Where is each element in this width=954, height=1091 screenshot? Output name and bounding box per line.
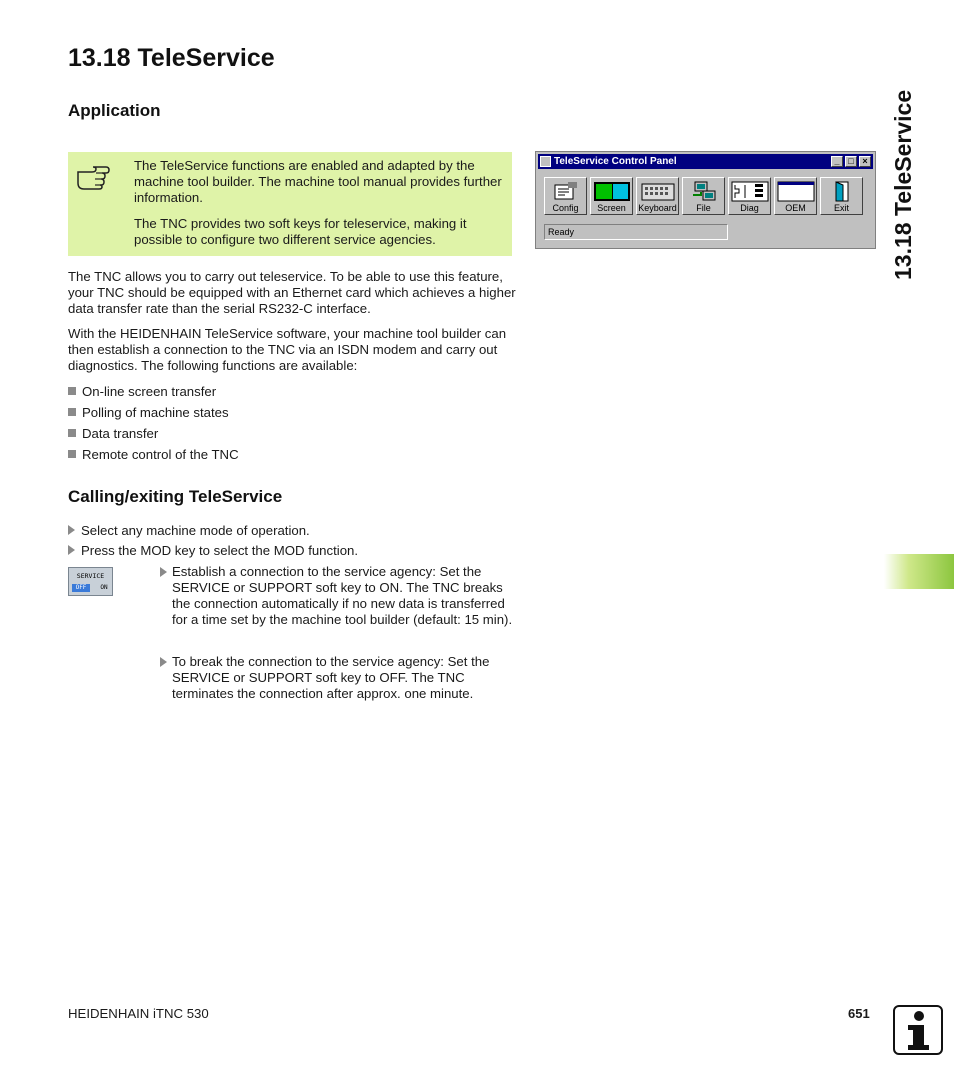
exit-button[interactable]: Exit (820, 177, 863, 215)
list-item: Polling of machine states (68, 405, 229, 421)
info-glyph-icon (895, 1007, 941, 1053)
step-item: Select any machine mode of operation. (68, 523, 310, 539)
oem-button[interactable]: OEM (774, 177, 817, 215)
list-item: Remote control of the TNC (68, 447, 239, 463)
bullet-square-icon (68, 450, 76, 458)
arrow-right-icon (68, 525, 75, 535)
arrow-right-icon (160, 567, 167, 577)
bullet-square-icon (68, 429, 76, 437)
paragraph-2: With the HEIDENHAIN TeleService software, your machine tool builder can then establish a connection to the TNC via an ISDN modem and carry out diagnostics. The following functions are available: (68, 326, 507, 373)
step-item: Press the MOD key to select the MOD function. (68, 543, 358, 559)
maximize-icon[interactable]: □ (845, 156, 857, 167)
paragraph-1: The TNC allows you to carry out teleservice. To be able to use this feature, your TNC should be equipped with an Ethernet card which achieves a higher data transfer rate than the serial RS232-C interface. (68, 269, 516, 316)
page-title: 13.18 TeleService (68, 44, 275, 72)
bullet-square-icon (68, 408, 76, 416)
config-icon (553, 181, 579, 202)
application-heading: Application (68, 101, 161, 120)
screen-icon (593, 181, 631, 202)
arrow-right-icon (160, 657, 167, 667)
side-title-text: 13.18 TeleService (890, 89, 916, 280)
arrow-right-icon (68, 545, 75, 555)
window-title: TeleService Control Panel (554, 156, 677, 167)
exit-door-icon (829, 181, 855, 202)
side-title (890, 50, 930, 280)
diag-icon (731, 181, 769, 202)
bullet-square-icon (68, 387, 76, 395)
service-softkey[interactable]: SERVICE OFF ON (68, 567, 113, 596)
page-number: 651 (848, 1006, 870, 1021)
minimize-icon[interactable]: _ (831, 156, 843, 167)
calling-heading: Calling/exiting TeleService (68, 487, 283, 506)
keyboard-button[interactable]: Keyboard (636, 177, 679, 215)
oem-icon (777, 181, 815, 202)
step-item: Establish a connection to the service agency: Set the SERVICE or SUPPORT soft key to ON. The TNC breaks the connection automatically if no new data is transferred for a time set by the machine tool builder (default: 15 min). (172, 564, 518, 628)
screen-button[interactable]: Screen (590, 177, 633, 215)
window-titlebar (538, 154, 873, 169)
pointing-hand-icon (76, 162, 110, 190)
chapter-tab (884, 554, 954, 589)
list-item: On-line screen transfer (68, 384, 216, 400)
app-icon (540, 156, 551, 167)
list-item: Data transfer (68, 426, 158, 442)
config-button[interactable]: Config (544, 177, 587, 215)
keyboard-icon (641, 181, 675, 202)
note-text-2: The TNC provides two soft keys for teleservice, making it possible to configure two different service agencies. (134, 216, 467, 247)
close-icon[interactable]: × (859, 156, 871, 167)
teleservice-window (535, 151, 876, 249)
note-text-1: The TeleService functions are enabled and adapted by the machine tool builder. The machine tool manual provides further information. (134, 158, 502, 205)
note-box (68, 152, 512, 256)
step-item: To break the connection to the service agency: Set the SERVICE or SUPPORT soft key to OFF. The TNC terminates the connection after approx. one minute. (172, 654, 518, 702)
info-icon (893, 1005, 943, 1055)
file-icon (691, 181, 717, 202)
diag-button[interactable]: Diag (728, 177, 771, 215)
footer-product: HEIDENHAIN iTNC 530 (68, 1006, 209, 1021)
file-button[interactable]: File (682, 177, 725, 215)
status-bar: Ready (544, 224, 728, 240)
